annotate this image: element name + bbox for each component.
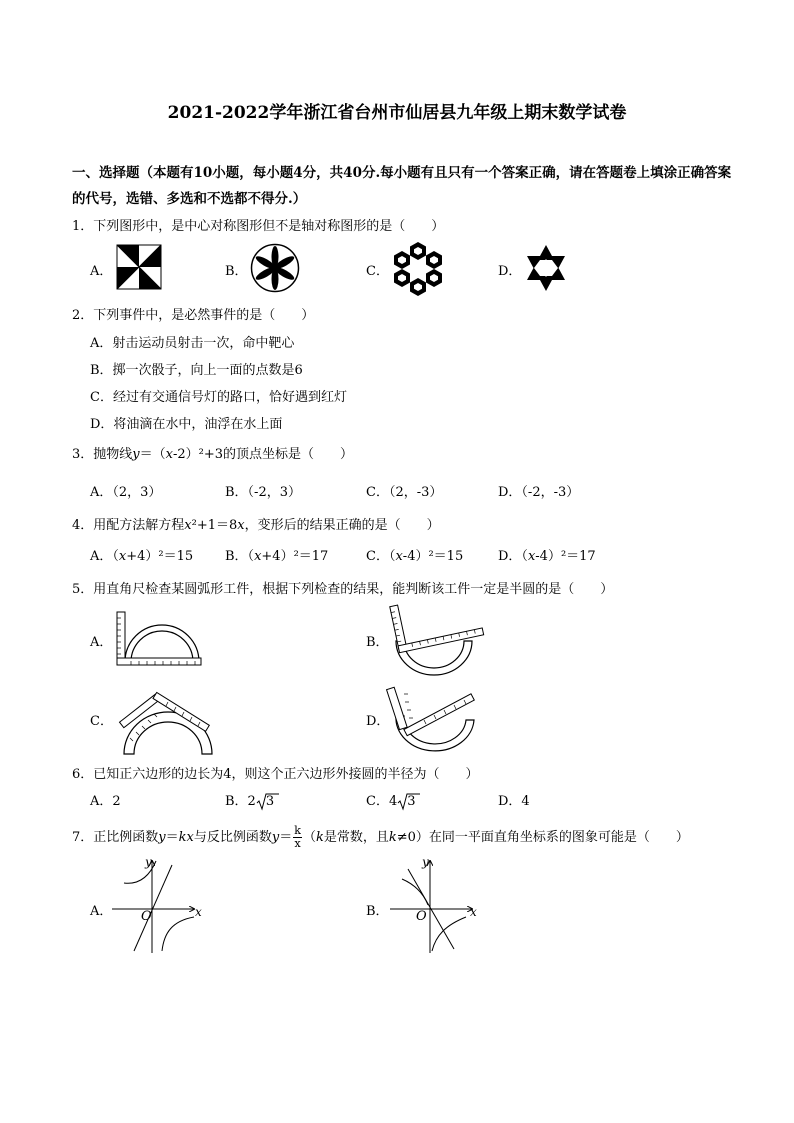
graph-a-y-label: y [145,855,152,869]
q3-var-x: x [165,447,173,462]
q5-option-d-label: D． [366,714,390,729]
pinwheel-figure [116,244,162,290]
question-1-stem: 1．下列图形中，是中心对称图形但不是轴对称图形的是（ ） [72,219,445,234]
q4-option-c: C．（x-4）²＝15 [366,549,464,564]
question-2-stem: 2．下列事件中，是必然事件的是（ ） [72,308,315,323]
q3-option-c: C．（2，-3） [366,485,443,500]
q6-option-c: C．4 3 [366,790,416,809]
q4-var-x2: x [237,518,245,533]
q3-mid: ＝（ [139,447,166,462]
q1-option-c-label: C． [366,264,389,279]
q2-option-d: D．将油滴在水中，油浮在水上面 [90,417,283,432]
ruler-arc-b-figure [392,605,488,675]
q3-option-b: B．（-2，3） [225,485,301,500]
hexagon-ring-figure [388,240,448,296]
graph-b-y-label: y [422,855,429,869]
q3-option-d: D．（-2，-3） [498,485,580,500]
ruler-semicircle-a-figure [115,610,205,666]
graph-a-x-label: x [195,905,202,919]
q1-option-d-label: D． [498,264,522,279]
q4-eq: ²+1＝8 [191,518,238,533]
section-heading: 一、选择题（本题有10小题，每小题4分，共40分.每小题有且只有一个答案正确，请在答题卷上填涂正确答案的代号，选错、多选和不选都不得分.） [72,165,732,207]
q6-option-d: D．4 [498,794,530,809]
ruler-arc-d-figure [392,686,488,752]
q4-post: ，变形后的结果正确的是（ ） [244,518,440,533]
q2-option-a: A．射击运动员射击一次，命中靶心 [90,336,295,351]
graph-b-origin-label: O [416,909,427,924]
ruler-arch-c-figure [110,686,220,756]
q6-option-a: A．2 [90,794,121,809]
graph-a-origin-label: O [141,909,152,924]
q6-option-b: B．2 3 [225,790,274,809]
q4-option-b: B．（x+4）²＝17 [225,549,329,564]
fraction-k-over-x: $\frac{k}{x}$ [294,824,301,850]
question-4-stem [72,514,440,533]
q3-pre: 3．抛物线 [72,447,133,462]
q5-option-c-label: C． [90,714,113,729]
question-3-stem [72,443,353,462]
q3-option-a: A．（2，3） [90,485,162,500]
q5-option-a-label: A． [90,635,113,650]
graph-b-x-label: x [470,905,477,919]
question-5-stem: 5．用直角尺检查某圆弧形工件，根据下列检查的结果，能判断该工件一定是半圆的是（ ） [72,582,614,597]
page-title: 2021-2022学年浙江省台州市仙居县九年级上期末数学试卷 [167,103,627,123]
q1-option-a-label: A． [90,264,113,279]
question-7-stem: 7．正比例函数y＝kx与反比例函数y＝ $\frac{k}{x}$ （k是常数，且k≠0）在同一平面直角坐标系的图象可能是（ ） [72,824,689,850]
q2-option-b: B．掷一次骰子，向上一面的点数是6 [90,363,303,378]
q5-option-b-label: B． [366,635,389,650]
q3-var-y: y [132,447,140,462]
question-6-stem: 6．已知正六边形的边长为4，则这个正六边形外接圆的半径为（ ） [72,767,479,782]
q4-option-a: A．（x+4）²＝15 [90,549,194,564]
q4-option-d: D．（x-4）²＝17 [498,549,596,564]
sqrt-sign-icon [398,793,420,811]
sqrt-sign-icon [257,793,279,811]
star-figure [524,243,568,293]
q7-option-a-label: A． [90,904,113,919]
q1-option-b-label: B． [225,264,248,279]
q4-pre: 4．用配方法解方程 [72,518,185,533]
q2-option-c: C．经过有交通信号灯的路口，恰好遇到红灯 [90,390,347,405]
q3-post: -2）²+3的顶点坐标是（ ） [173,447,354,462]
q4-var-x1: x [184,518,192,533]
petal-circle-figure [250,243,300,293]
q7-option-b-label: B． [366,904,389,919]
